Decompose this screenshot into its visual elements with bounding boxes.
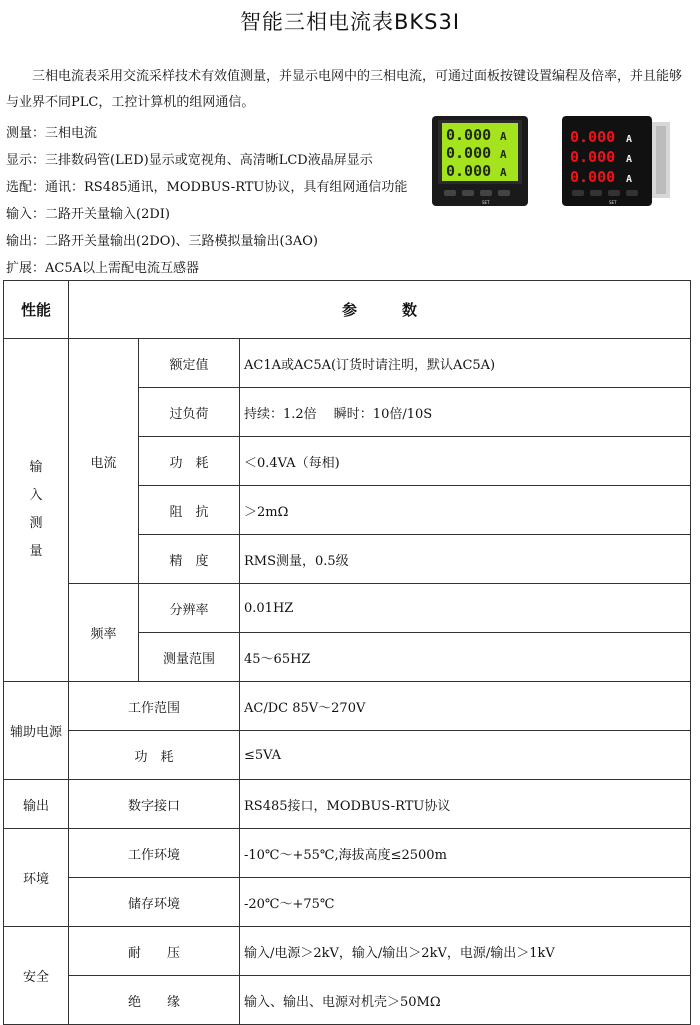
param-name: 测量范围 <box>139 633 240 682</box>
led-unit-3: A <box>626 174 633 185</box>
led-digits-3: 0.000 <box>570 168 616 186</box>
param-name: 耐 压 <box>69 927 240 976</box>
param-value: ＜0.4VA（每相) <box>240 437 691 486</box>
param-value: 0.01HZ <box>240 584 691 633</box>
led-meter <box>562 116 670 206</box>
table-header-row <box>4 281 691 339</box>
param-value: 持续：1.2倍 瞬时：10倍/10S <box>240 388 691 437</box>
param-name: 过负荷 <box>139 388 240 437</box>
table-row <box>4 339 691 388</box>
lcd-unit-3: A <box>500 166 507 179</box>
param-value: 输入/电源＞2kV，输入/输出＞2kV，电源/输出＞1kV <box>240 927 691 976</box>
led-set-label: SET <box>609 200 617 205</box>
subgroup-frequency: 频率 <box>69 584 139 682</box>
group-safety: 安全 <box>4 927 69 1025</box>
led-digits-2: 0.000 <box>570 148 616 166</box>
led-digits-1: 0.000 <box>570 128 616 146</box>
param-value: -20℃～+75℃ <box>240 878 691 927</box>
param-value: RS485接口，MODBUS-RTU协议 <box>240 780 691 829</box>
param-value: AC1A或AC5A(订货时请注明，默认AC5A) <box>240 339 691 388</box>
lcd-set-label: SET <box>482 200 490 205</box>
lcd-digits-2: 0.000 <box>446 144 492 162</box>
led-unit-2: A <box>626 154 633 165</box>
spec-expand: 扩展：AC5A以上需配电流互感器 <box>6 261 200 276</box>
group-aux-power: 辅助电源 <box>4 682 69 780</box>
table-row <box>4 829 691 878</box>
group-output: 输出 <box>4 780 69 829</box>
table-row <box>4 976 691 1025</box>
param-value: 输入、输出、电源对机壳＞50MΩ <box>240 976 691 1025</box>
led-unit-1: A <box>626 134 633 145</box>
page-title: 智能三相电流表BKS3I <box>239 10 461 34</box>
param-value: RMS测量，0.5级 <box>240 535 691 584</box>
intro-paragraph: 三相电流表采用交流采样技术有效值测量，并显示电网中的三相电流，可通过面板按键设置编程及倍率，并且能够与业界不同PLC，工控计算机的组网通信。 <box>6 69 683 110</box>
param-name: 储存环境 <box>69 878 240 927</box>
param-name: 数字接口 <box>69 780 240 829</box>
param-value: ＞2mΩ <box>240 486 691 535</box>
param-value: ≤5VA <box>240 731 691 780</box>
param-name: 功 耗 <box>139 437 240 486</box>
spec-table <box>3 280 691 1025</box>
param-name: 精 度 <box>139 535 240 584</box>
table-row <box>4 927 691 976</box>
spec-display: 显示：三排数码管(LED)显示或宽视角、高清晰LCD液晶屏显示 <box>6 153 373 168</box>
param-name: 分辨率 <box>139 584 240 633</box>
group-input-measure: 输 入 测 量 <box>4 339 69 682</box>
group-environment: 环境 <box>4 829 69 927</box>
lcd-digits-3: 0.000 <box>446 162 492 180</box>
header-parameters: 参 数 <box>69 281 691 339</box>
param-value: -10℃～+55℃,海拔高度≤2500m <box>240 829 691 878</box>
table-row <box>4 731 691 780</box>
meter-product-image <box>430 112 680 212</box>
table-row <box>4 682 691 731</box>
table-row <box>4 584 691 633</box>
spec-measure: 测量：三相电流 <box>6 126 98 141</box>
lcd-unit-1: A <box>500 130 507 143</box>
table-row <box>4 878 691 927</box>
spec-input: 输入：二路开关量输入(2DI) <box>6 207 170 222</box>
subgroup-current: 电流 <box>69 339 139 584</box>
lcd-meter <box>432 116 528 206</box>
table-row <box>4 780 691 829</box>
header-performance: 性能 <box>4 281 69 339</box>
lcd-unit-2: A <box>500 148 507 161</box>
param-name: 工作范围 <box>69 682 240 731</box>
param-name: 功 耗 <box>69 731 240 780</box>
param-name: 阻 抗 <box>139 486 240 535</box>
param-value: 45～65HZ <box>240 633 691 682</box>
lcd-digits-1: 0.000 <box>446 126 492 144</box>
param-name: 工作环境 <box>69 829 240 878</box>
param-value: AC/DC 85V～270V <box>240 682 691 731</box>
intro-section <box>6 64 692 116</box>
spec-option: 选配：通讯：RS485通讯，MODBUS-RTU协议，具有组网通信功能 <box>6 180 408 195</box>
spec-output: 输出：二路开关量输出(2DO)、三路模拟量输出(3AO) <box>6 234 318 249</box>
param-name: 额定值 <box>139 339 240 388</box>
param-name: 绝 缘 <box>69 976 240 1025</box>
